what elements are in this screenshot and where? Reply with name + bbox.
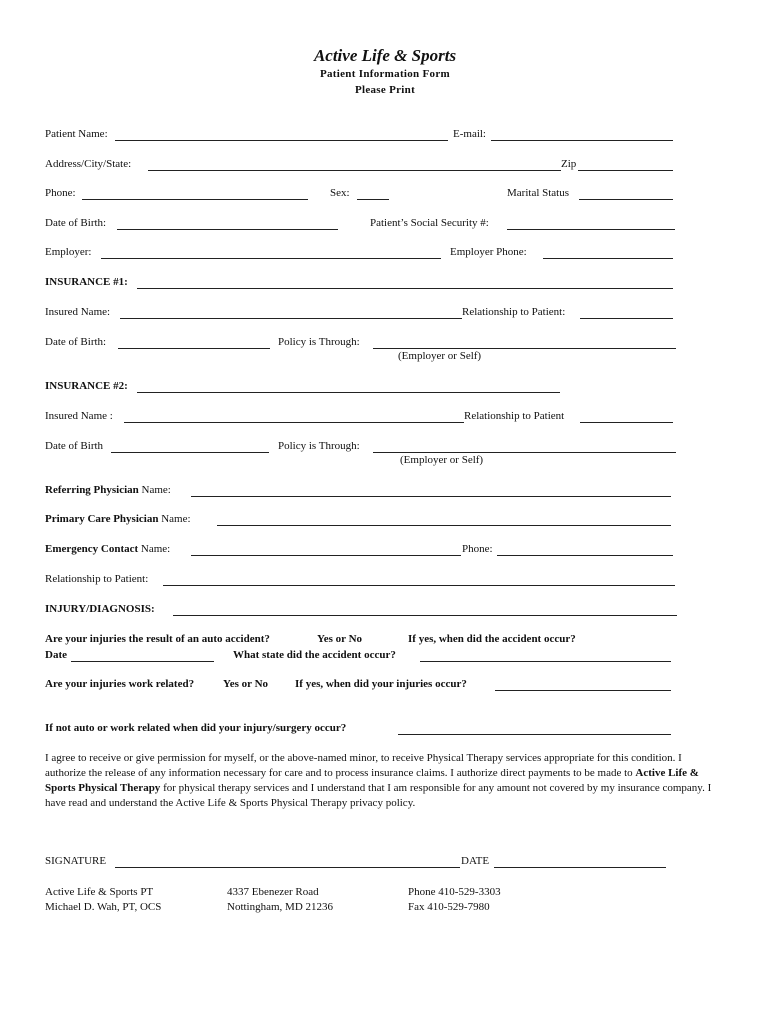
relationship-field[interactable] <box>163 585 675 586</box>
email-field[interactable] <box>491 140 673 141</box>
sex-label: Sex: <box>330 187 350 199</box>
form-subtitle: Patient Information Form <box>319 68 450 80</box>
emergency-contact-label-bold: Emergency Contact <box>45 543 139 555</box>
signature-label: SIGNATURE <box>45 855 107 867</box>
insurance1-insured-row <box>45 306 685 322</box>
insurance2-insured-field[interactable] <box>124 422 464 423</box>
address-row <box>45 158 685 174</box>
patient-name-row <box>45 128 685 144</box>
injury-heading: INJURY/DIAGNOSIS: <box>45 603 155 615</box>
signature-row <box>45 855 685 871</box>
insurance1-policy-label: Policy is Through: <box>278 336 360 348</box>
insurance1-dob-field[interactable] <box>118 348 270 349</box>
form-title: Active Life & Sports <box>313 46 457 65</box>
insurance1-insured-label: Insured Name: <box>45 306 111 318</box>
primary-care-label-bold: Primary Care Physician <box>45 513 159 525</box>
insurance2-relationship-label: Relationship to Patient <box>464 410 565 422</box>
insurance1-heading: INSURANCE #1: <box>45 276 128 288</box>
auto-accident-question: Are your injuries the result of an auto accident? <box>45 633 270 645</box>
accident-date-label: Date <box>45 649 67 661</box>
injury-heading-row <box>45 603 685 619</box>
insurance2-insured-label: Insured Name : <box>45 410 113 422</box>
primary-care-field[interactable] <box>217 525 671 526</box>
insurance1-heading-row <box>45 276 685 292</box>
insurance2-relationship-field[interactable] <box>580 422 673 423</box>
auto-accident-row <box>45 633 685 649</box>
form-instruction: Please Print <box>354 84 416 96</box>
insurance1-relationship-label: Relationship to Patient: <box>462 306 566 318</box>
insurance1-policy-note: (Employer or Self) <box>398 350 482 362</box>
insurance2-dob-row <box>45 440 685 456</box>
marital-status-field[interactable] <box>579 199 673 200</box>
work-related-question: Are your injuries work related? <box>45 678 195 690</box>
insurance1-policy-field[interactable] <box>373 348 676 349</box>
footer-practice-block <box>45 885 161 915</box>
referring-physician-label <box>45 484 171 496</box>
patient-name-label: Patient Name: <box>45 128 108 140</box>
ssn-label: Patient’s Social Security #: <box>370 217 489 229</box>
zip-label: Zip <box>561 158 577 170</box>
referring-physician-field[interactable] <box>191 496 671 497</box>
referring-physician-row <box>45 484 685 500</box>
signature-date-label: DATE <box>461 855 490 867</box>
auto-accident-yes-no[interactable]: Yes or No <box>317 633 363 645</box>
address-field[interactable] <box>148 170 561 171</box>
injury-field[interactable] <box>173 615 677 616</box>
insurance2-dob-field[interactable] <box>111 452 269 453</box>
accident-date-field[interactable] <box>71 661 214 662</box>
phone-field[interactable] <box>82 199 308 200</box>
footer-city: Nottingham, MD 21236 <box>227 901 334 913</box>
insurance2-heading-row <box>45 380 685 396</box>
primary-care-label-rest: Name: <box>158 513 191 525</box>
signature-field[interactable] <box>115 867 460 868</box>
email-label: E-mail: <box>453 128 486 140</box>
employer-phone-field[interactable] <box>543 258 673 259</box>
work-related-row <box>45 678 685 694</box>
insurance2-insured-row <box>45 410 685 426</box>
accident-state-question: What state did the accident occur? <box>233 649 396 661</box>
emergency-contact-field[interactable] <box>191 555 461 556</box>
marital-status-label: Marital Status <box>507 187 570 199</box>
insurance2-policy-field[interactable] <box>373 452 676 453</box>
accident-date-row <box>45 649 685 665</box>
insurance2-heading: INSURANCE #2: <box>45 380 128 392</box>
phone-row <box>45 187 685 203</box>
ssn-field[interactable] <box>507 229 675 230</box>
address-label: Address/City/State: <box>45 158 132 170</box>
employer-label: Employer: <box>45 246 92 258</box>
consent-text-2: for physical therapy services and I understand that I am responsible for any amount not covered by my insurance company. I have read and understand the Active Life & Sports Physical Therapy privacy policy. <box>45 782 712 809</box>
other-injury-question: If not auto or work related when did your injury/surgery occur? <box>45 722 347 734</box>
emergency-contact-label-rest: Name: <box>138 543 171 555</box>
other-injury-row <box>45 722 685 738</box>
phone-label: Phone: <box>45 187 76 199</box>
emergency-phone-field[interactable] <box>497 555 673 556</box>
footer-phone: Phone 410-529-3303 <box>408 886 501 898</box>
dob-label: Date of Birth: <box>45 217 107 229</box>
insurance2-policy-label: Policy is Through: <box>278 440 360 452</box>
work-related-when: If yes, when did your injuries occur? <box>295 678 467 690</box>
insurance2-dob-label: Date of Birth <box>45 440 104 452</box>
signature-date-field[interactable] <box>494 867 666 868</box>
footer-street: 4337 Ebenezer Road <box>227 886 319 898</box>
primary-care-row <box>45 513 685 529</box>
insurance1-insured-field[interactable] <box>120 318 462 319</box>
other-injury-field[interactable] <box>398 734 671 735</box>
insurance2-field[interactable] <box>137 392 560 393</box>
footer-contact-block <box>408 885 501 915</box>
insurance1-relationship-field[interactable] <box>580 318 673 319</box>
consent-practice-name: Active Life & Sports Physical Therapy <box>45 767 699 794</box>
primary-care-label <box>45 513 191 525</box>
insurance1-dob-row <box>45 336 685 352</box>
consent-paragraph <box>45 751 725 811</box>
patient-name-field[interactable] <box>115 140 448 141</box>
dob-row <box>45 217 685 233</box>
work-related-date-field[interactable] <box>495 690 671 691</box>
relationship-row <box>45 573 685 589</box>
emergency-phone-label: Phone: <box>462 543 493 555</box>
footer-therapist: Michael D. Wah, PT, OCS <box>45 901 162 913</box>
employer-field[interactable] <box>101 258 441 259</box>
sex-field[interactable] <box>357 199 389 200</box>
accident-state-field[interactable] <box>420 661 671 662</box>
relationship-label: Relationship to Patient: <box>45 573 149 585</box>
footer-address-block <box>227 885 333 915</box>
employer-phone-label: Employer Phone: <box>450 246 527 258</box>
insurance1-dob-label: Date of Birth: <box>45 336 107 348</box>
referring-physician-label-bold: Referring Physician <box>45 484 139 496</box>
insurance2-policy-note: (Employer or Self) <box>400 454 484 466</box>
emergency-contact-row <box>45 543 685 559</box>
employer-row <box>45 246 685 262</box>
footer-practice-name: Active Life & Sports PT <box>45 886 154 898</box>
insurance1-field[interactable] <box>137 288 673 289</box>
zip-field[interactable] <box>578 170 673 171</box>
footer-fax: Fax 410-529-7980 <box>408 901 490 913</box>
auto-accident-when: If yes, when did the accident occur? <box>408 633 576 645</box>
emergency-contact-label <box>45 543 170 555</box>
consent-text-1: I agree to receive or give permission for myself, or the above-named minor, to receive Physical Therapy services appropriate for this condition. I authorize the release of any information necessary for care and to process insurance claims. I authorize direct payments to be made to <box>45 752 682 779</box>
dob-field[interactable] <box>117 229 338 230</box>
referring-physician-label-rest: Name: <box>138 484 171 496</box>
work-related-yes-no[interactable]: Yes or No <box>223 678 269 690</box>
